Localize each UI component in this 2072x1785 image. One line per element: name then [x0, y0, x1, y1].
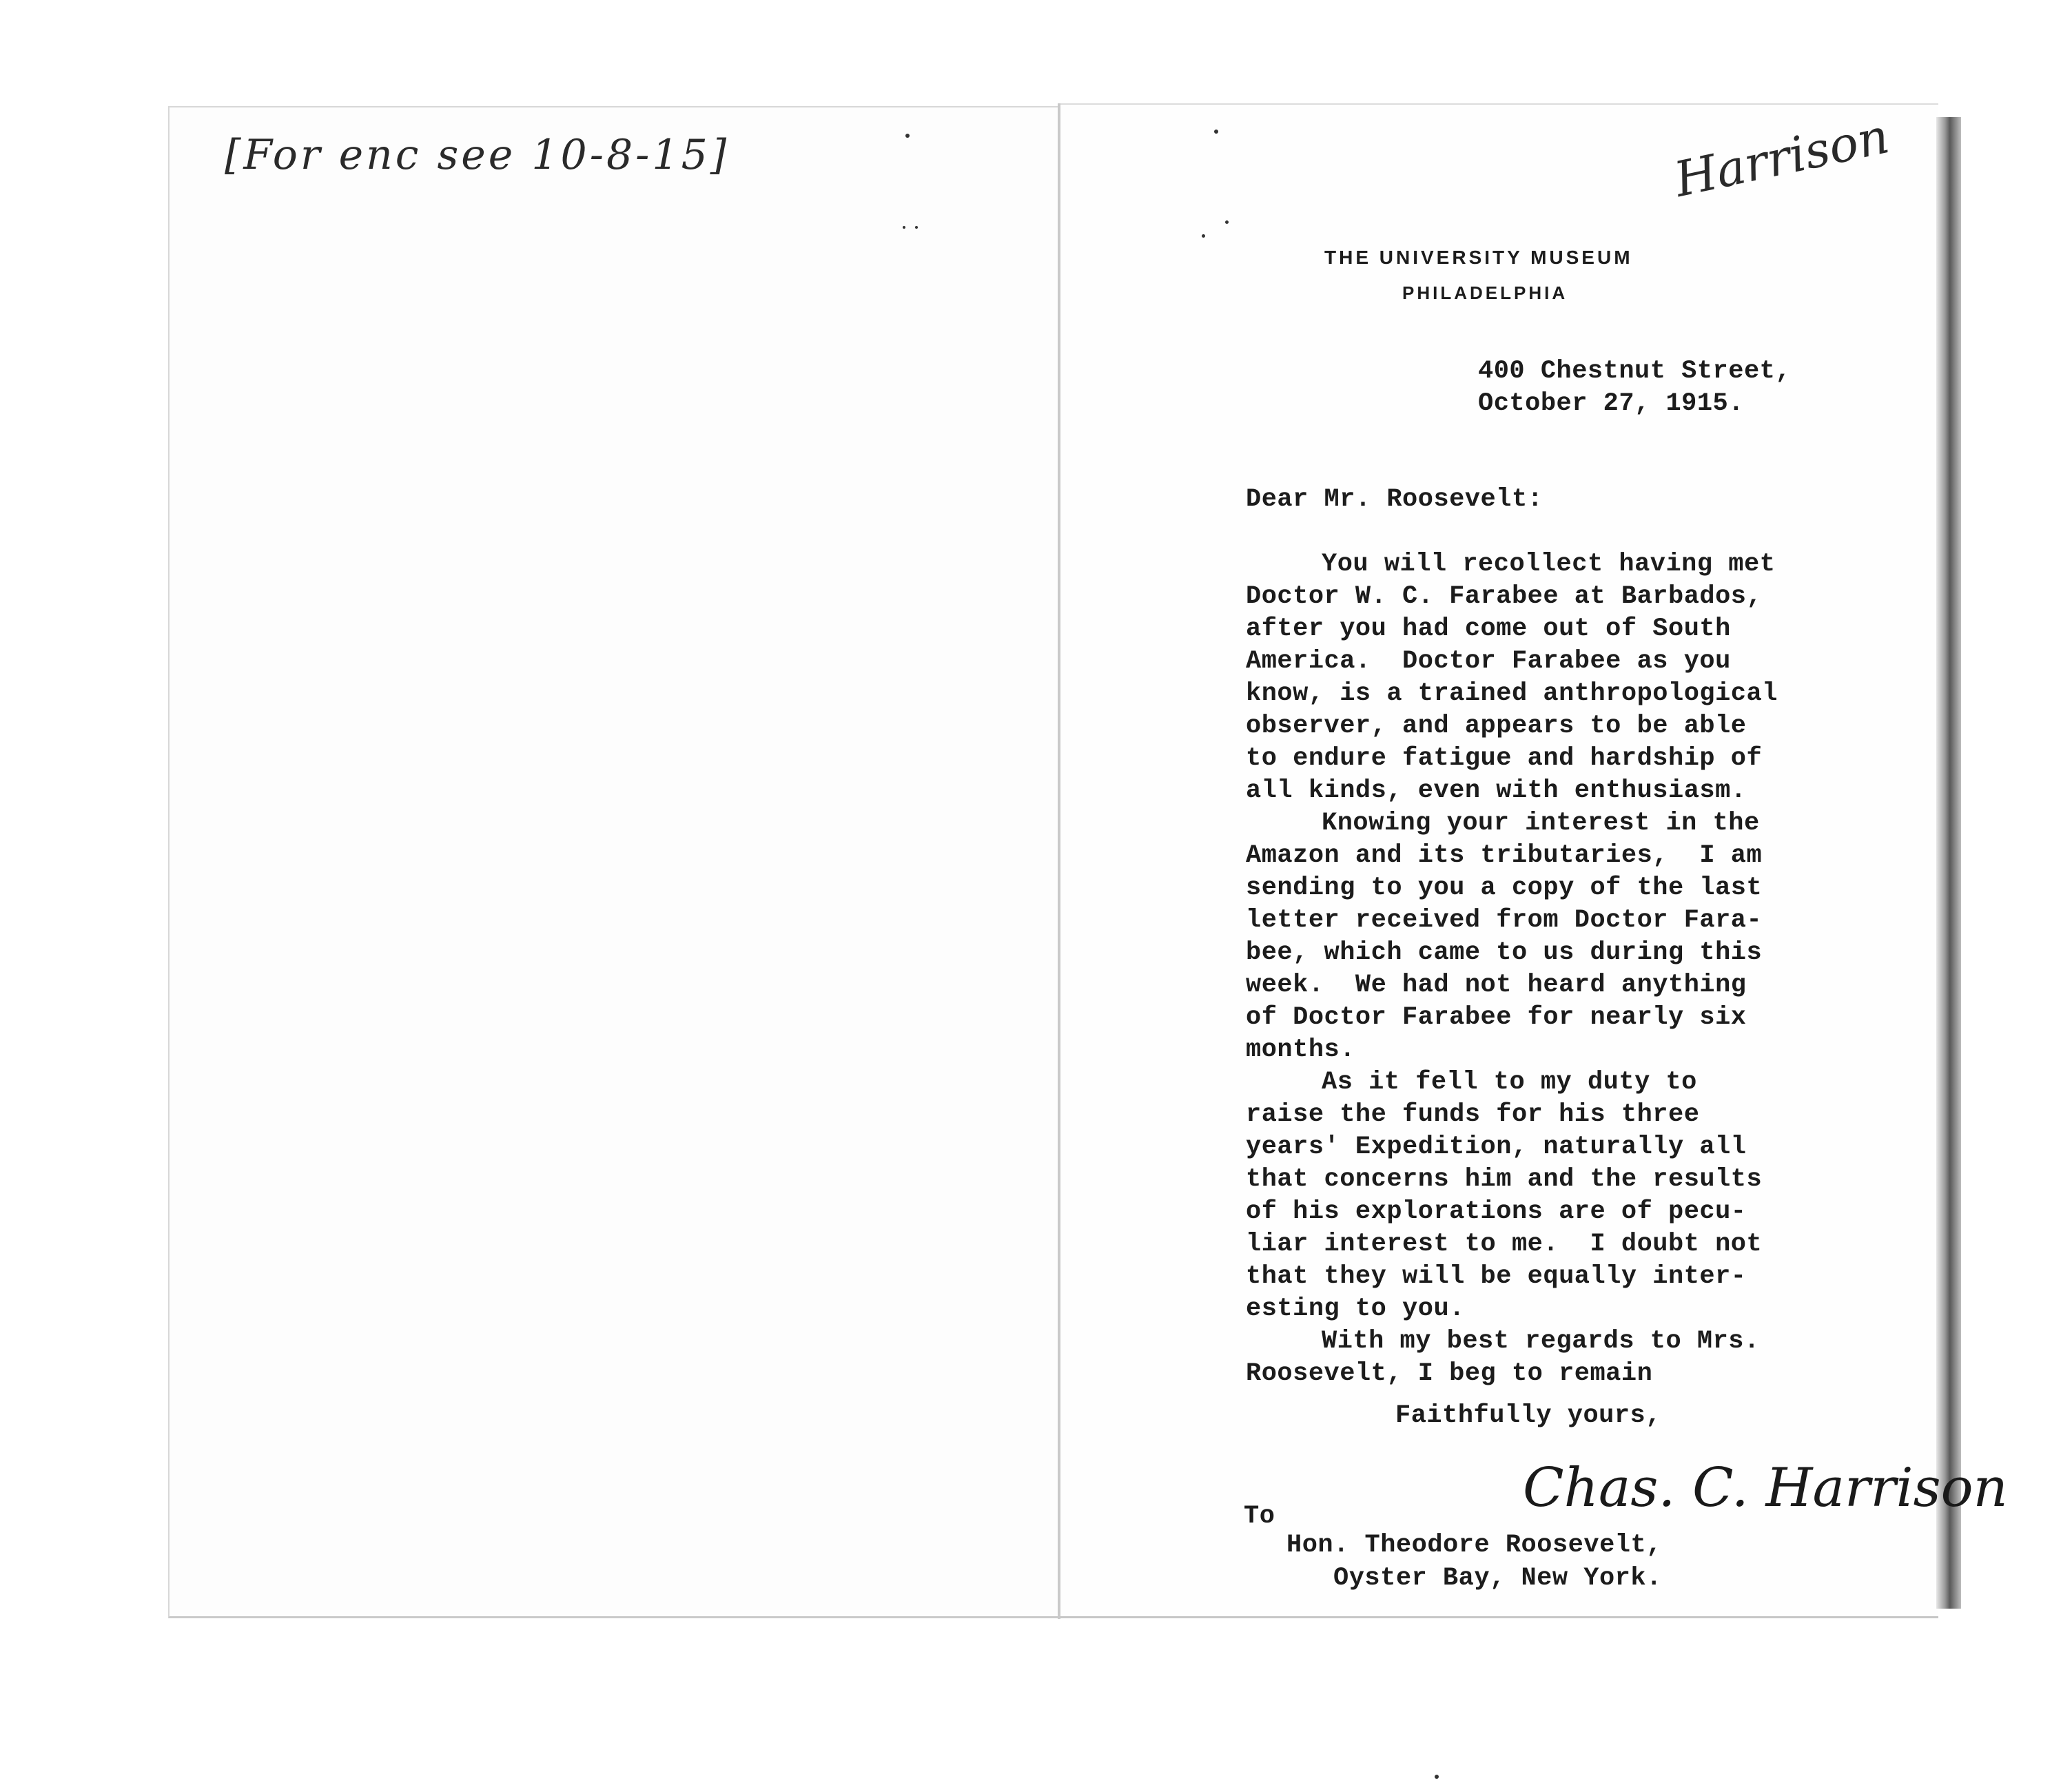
body-line: With my best regards to Mrs. [1322, 1327, 1760, 1356]
body-line: raise the funds for his three [1246, 1100, 1700, 1129]
body-line: week. We had not heard anything [1246, 971, 1747, 1000]
body-line: sending to you a copy of the last [1246, 874, 1763, 902]
handwritten-note: [For enc see 10-8-15] [225, 131, 730, 179]
body-line: Doctor W. C. Farabee at Barbados, [1246, 582, 1763, 611]
speck [1225, 220, 1229, 224]
body-line: Knowing your interest in the [1322, 809, 1760, 838]
speck [903, 226, 905, 229]
speck [1435, 1775, 1439, 1779]
body-line: observer, and appears to be able [1246, 712, 1747, 741]
body-line: to endure fatigue and hardship of [1246, 744, 1763, 773]
body-line: Roosevelt, I beg to remain [1246, 1359, 1653, 1388]
body-line: bee, which came to us during this [1246, 938, 1763, 967]
body-line: after you had come out of South [1246, 615, 1731, 643]
body-line: America. Doctor Farabee as you [1246, 647, 1731, 676]
recipient-location: Oyster Bay, New York. [1333, 1564, 1662, 1593]
speck [1214, 130, 1218, 134]
speck [1202, 234, 1205, 238]
body-line: letter received from Doctor Fara- [1246, 906, 1763, 935]
speck [915, 226, 918, 229]
body-line: know, is a trained anthropological [1246, 679, 1778, 708]
body-line: liar interest to me. I doubt not [1246, 1230, 1763, 1259]
speck [905, 134, 910, 138]
signature: Chas. C. Harrison [1523, 1457, 2008, 1519]
sender-street: 400 Chestnut Street, [1478, 357, 1792, 386]
page-edge-shadow [1936, 117, 1961, 1609]
letterhead-city: PHILADELPHIA [1402, 282, 1568, 303]
body-line: of his explorations are of pecu- [1246, 1197, 1747, 1226]
body-line: esting to you. [1246, 1294, 1465, 1323]
closing: Faithfully yours, [1395, 1401, 1661, 1430]
body-line: that they will be equally inter- [1246, 1262, 1747, 1291]
body-line: Amazon and its tributaries, I am [1246, 841, 1763, 870]
letterhead-title: THE UNIVERSITY MUSEUM [1324, 247, 1633, 268]
recipient-name: Hon. Theodore Roosevelt, [1286, 1531, 1662, 1560]
body-line: of Doctor Farabee for nearly six [1246, 1003, 1747, 1032]
letter-date: October 27, 1915. [1478, 389, 1744, 418]
handwritten-name: Harrison [1669, 107, 1894, 208]
body-line: all kinds, even with enthusiasm. [1246, 776, 1747, 805]
recipient-to: To [1244, 1502, 1275, 1531]
body-line: years' Expedition, naturally all [1246, 1133, 1747, 1162]
salutation: Dear Mr. Roosevelt: [1246, 485, 1543, 514]
body-line: that concerns him and the results [1246, 1165, 1763, 1194]
left-page [168, 106, 1062, 1618]
body-line: As it fell to my duty to [1322, 1068, 1697, 1097]
body-line: You will recollect having met [1322, 550, 1776, 579]
body-line: months. [1246, 1035, 1355, 1064]
